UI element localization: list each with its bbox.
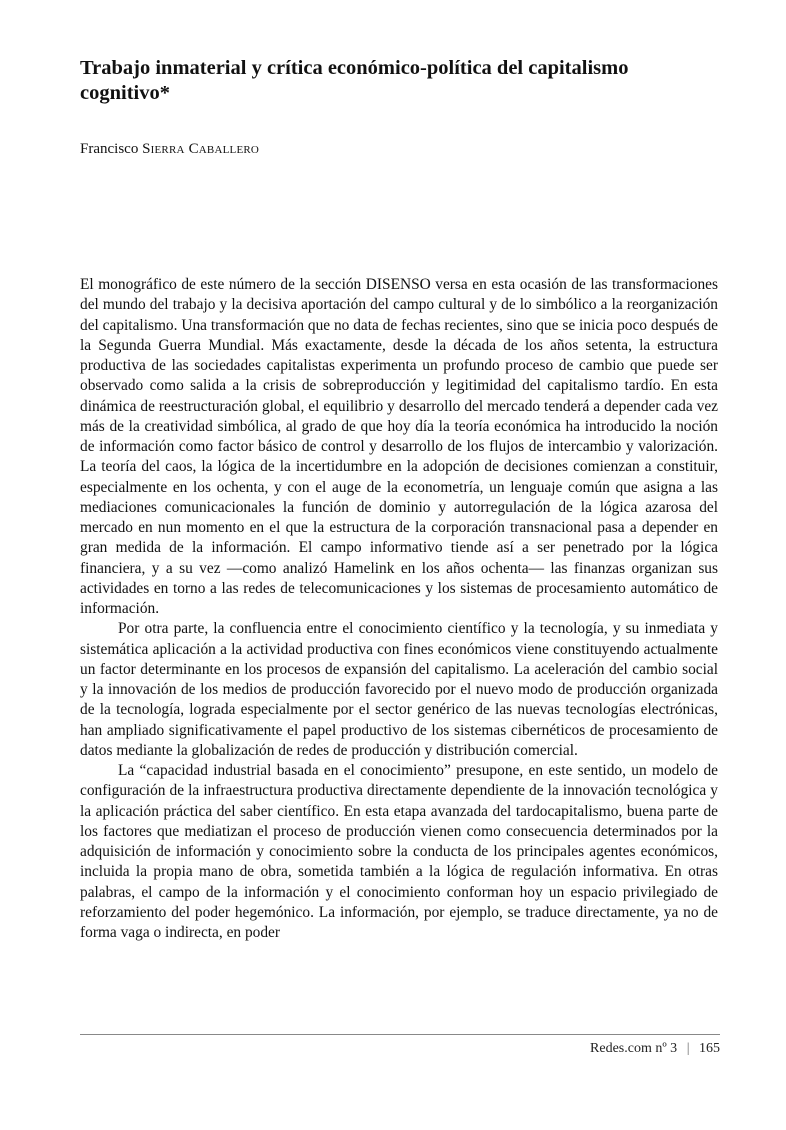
paragraph: El monográfico de este número de la sección DISENSO versa en esta ocasión de las transformaciones del mundo del trabajo y la decisiva aportación del campo cultural y de lo simbólico a la reorganización del capitalismo. Una transformación que no data de fechas recientes, sino que se inicia poco después de la Segunda Guerra Mundial. Más exactamente, desde la década de los años setenta, la estructura productiva de las sociedades capitalistas experimenta un profundo proceso de cambio que puede ser observado como salida a la crisis de sobreproducción y legitimidad del capitalismo tardío. En esta dinámica de reestructuración global, el equilibrio y desarrollo del mercado tenderá a depender cada vez más de la creatividad simbólica, al grado de que hoy día la teoría económica ha introducido la noción de información como factor básico de control y desarrollo de los flujos de intercambio y valorización. La teoría del caos, la lógica de la incertidumbre en la adopción de decisiones comienzan a constituir, especialmente en los ochenta, y con el auge de la econometría, un lenguaje común que asigna a las mediaciones comunicacionales la función de dominio y autorregulación de la lógica azarosa del mercado en nun momento en el que la estructura de la corporación transnacional pasa a depender en gran medida de la información. El campo informativo tiende así a ser penetrado por la lógica financiera, y a su vez —como analizó Hamelink en los años ochenta— las finanzas organizan sus actividades en torno a las redes de telecomunicaciones y los sistemas de procesamiento automático de información.: [80, 276, 718, 617]
author-name: [80, 141, 259, 158]
issue-number: nº 3: [655, 1041, 678, 1056]
paragraph: Por otra parte, la confluencia entre el conocimiento científico y la tecnología, y su inmediata y sistemática aplicación a la actividad productiva con fines económicos viene constituyendo actualmente un factor determinante en los procesos de expansión del capitalismo. La aceleración del cambio social y la innovación de los medios de producción favorecido por el nuevo modo de producción organizada de la tecnología, lograda especialmente por el sector genérico de las nuevas tecnologías electrónicas, han ampliado significativamente el papel productivo de los sistemas cibernéticos de procesamiento de datos mediante la globalización de redes de producción y distribución comercial.: [80, 620, 718, 759]
footer-separator: |: [686, 1041, 690, 1056]
page-footer: [590, 1041, 720, 1057]
journal-name: Redes.com: [590, 1041, 652, 1056]
author-last-name: Sierra Caballero: [142, 141, 260, 157]
author-first-name: Francisco: [80, 141, 139, 157]
page-number: 165: [699, 1041, 720, 1056]
footer-divider: [80, 1034, 720, 1035]
article-body: [80, 275, 718, 943]
paragraph: La “capacidad industrial basada en el conocimiento” presupone, en este sentido, un modelo de configuración de la infraestructura productiva directamente dependiente de la innovación tecnológica y la aplicación práctica del saber científico. En esta etapa avanzada del tardocapitalismo, buena parte de los factores que mediatizan el proceso de producción vienen como consecuencia determinados por la adquisición de información y conocimiento sobre la conducta de los principales agentes económicos, incluida la propia mano de obra, sometida también a la lógica de regulación informativa. En otras palabras, el campo de la información y el conocimiento conforman hoy un espacio privilegiado de reforzamiento del poder hegemónico. La información, por ejemplo, se traduce directamente, ya no de forma vaga o indirecta, en poder: [80, 762, 718, 941]
article-title: Trabajo inmaterial y crítica económico-política del capitalismo cognitivo*: [80, 57, 629, 104]
